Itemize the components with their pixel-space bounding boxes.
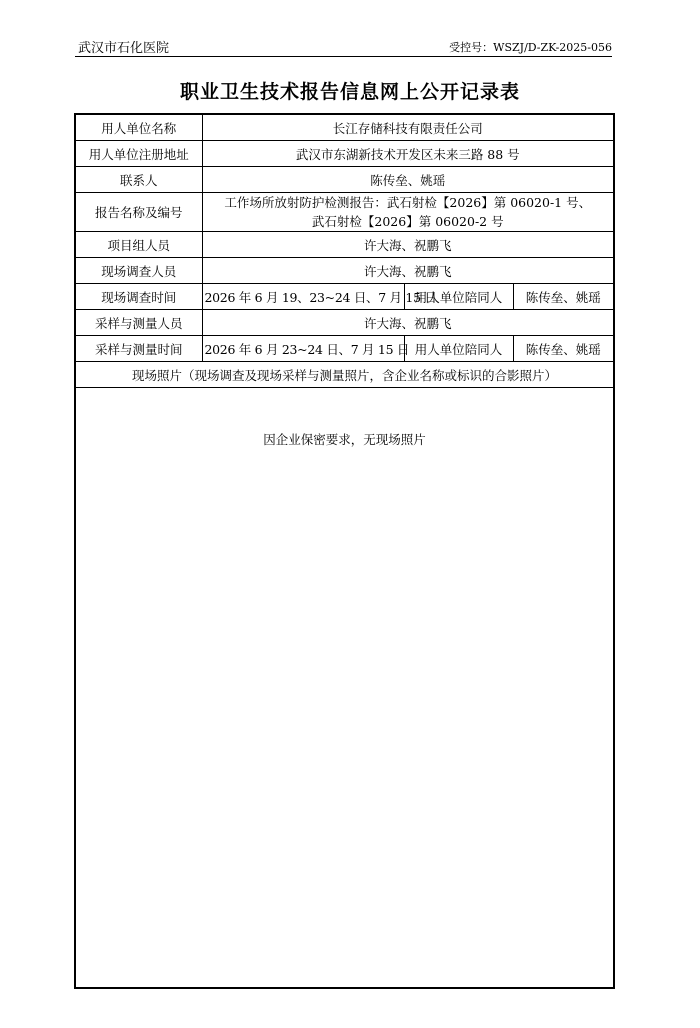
survey-time-value: 2026 年 6 月 19、23~24 日、7 月 15 日 [202, 284, 404, 310]
table-row [75, 258, 614, 284]
report-value [202, 193, 614, 232]
project-team-label: 项目组人员 [75, 232, 202, 258]
table-row [75, 310, 614, 336]
sampling-time-label: 采样与测量时间 [75, 336, 202, 362]
record-table [74, 113, 615, 989]
table-row [75, 336, 614, 362]
sampling-companion-label: 用人单位陪同人 [404, 336, 513, 362]
report-value-line2: 武石射检【2026】第 06020-2 号 [311, 214, 504, 229]
photos-heading: 现场照片（现场调查及现场采样与测量照片，含企业名称或标识的合影照片） [75, 362, 614, 388]
contact-label: 联系人 [75, 167, 202, 193]
table-row [75, 114, 614, 141]
table-row [75, 232, 614, 258]
table-row [75, 167, 614, 193]
table-row [75, 193, 614, 232]
sampling-staff-label: 采样与测量人员 [75, 310, 202, 336]
survey-staff-label: 现场调查人员 [75, 258, 202, 284]
page-title: 职业卫生技术报告信息网上公开记录表 [179, 81, 520, 103]
survey-staff-value: 许大海、祝鹏飞 [202, 258, 614, 284]
survey-companion-value: 陈传垒、姚瑶 [513, 284, 614, 310]
report-value-line1: 工作场所放射防护检测报告：武石射检【2026】第 06020-1 号、 [224, 195, 592, 210]
project-team-value: 许大海、祝鹏飞 [202, 232, 614, 258]
employer-name-value: 长江存储科技有限责任公司 [202, 114, 614, 141]
sampling-staff-value: 许大海、祝鹏飞 [202, 310, 614, 336]
photos-note: 因企业保密要求，无现场照片 [263, 432, 426, 447]
header-receipt-number: 受控号：WSZJ/D-ZK-2025-056 [449, 41, 612, 54]
sampling-companion-value: 陈传垒、姚瑶 [513, 336, 614, 362]
table-row [75, 284, 614, 310]
survey-time-label: 现场调查时间 [75, 284, 202, 310]
header-divider [75, 56, 612, 57]
table-row [75, 388, 614, 989]
report-label: 报告名称及编号 [75, 193, 202, 232]
survey-companion-label: 用人单位陪同人 [404, 284, 513, 310]
table-row [75, 141, 614, 167]
photos-area [75, 388, 614, 989]
employer-address-label: 用人单位注册地址 [75, 141, 202, 167]
table-row [75, 362, 614, 388]
header-org: 武汉市石化医院 [78, 41, 170, 56]
employer-name-label: 用人单位名称 [75, 114, 202, 141]
employer-address-value: 武汉市东湖新技术开发区未来三路 88 号 [202, 141, 614, 167]
sampling-time-value: 2026 年 6 月 23~24 日、7 月 15 日 [202, 336, 404, 362]
contact-value: 陈传垒、姚瑶 [202, 167, 614, 193]
